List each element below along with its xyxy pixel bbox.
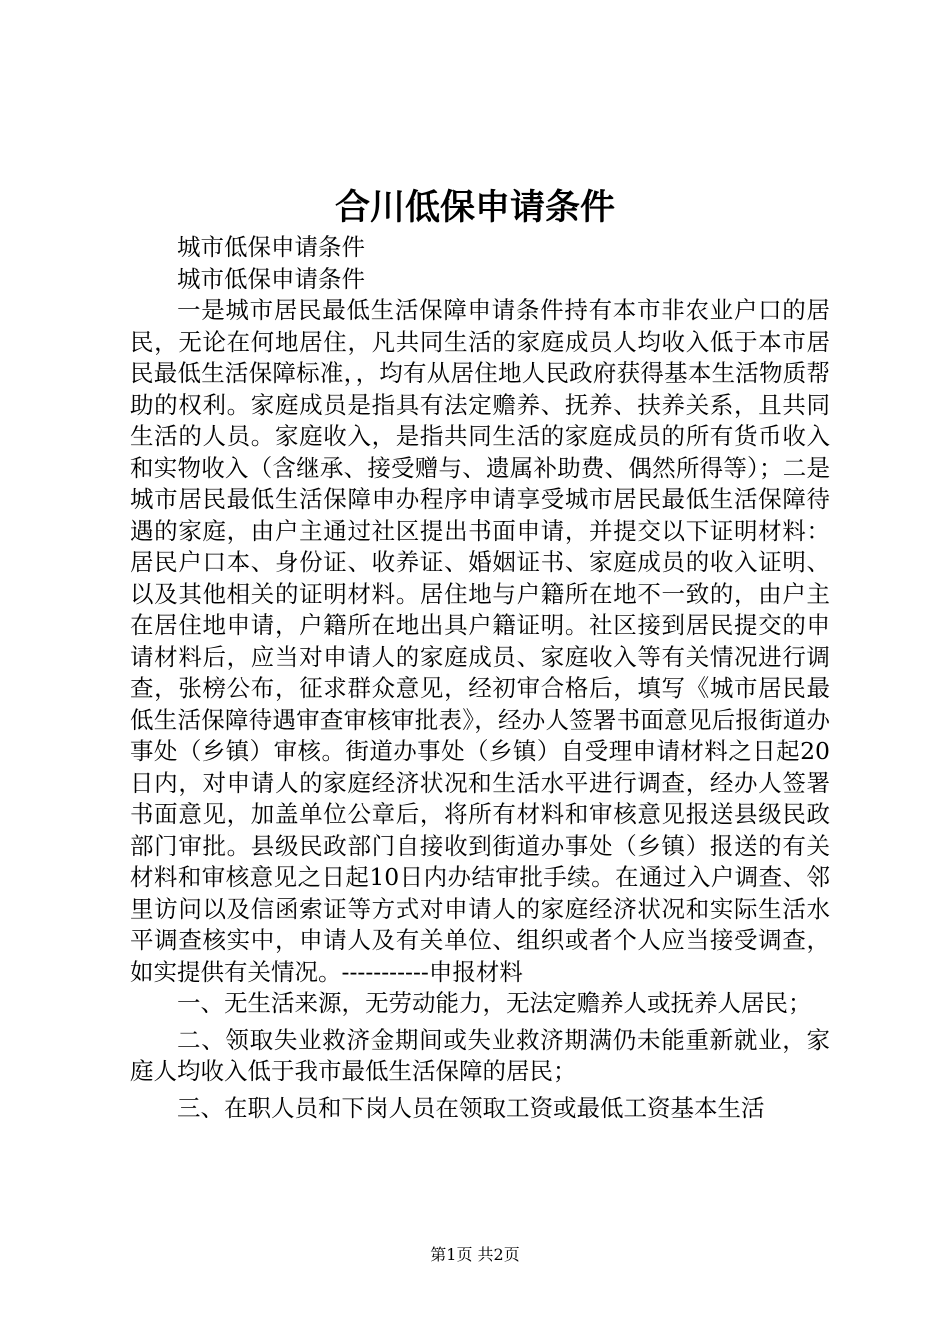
page-footer: 第1页 共2页 bbox=[430, 1245, 520, 1264]
subheading-2: 城市低保申请条件 bbox=[177, 264, 365, 293]
list-item-2: 二、领取失业救济金期间或失业救济期满仍未能重新就业，家庭人均收入低于我市最低生活保障的居民； bbox=[130, 1025, 830, 1085]
body-paragraph: 一是城市居民最低生活保障申请条件持有本市非农业户口的居民，无论在何地居住，凡共同生活的家庭成员人均收入低于本市居民最低生活保障标准，，均有从居住地人民政府获得基本生活物质帮助的权利。家庭成员是指具有法定赡养、抚养、扶养关系，且共同生活的人员。家庭收入，是指共同生活的家庭成员的所有货币收入和实物收入（含继承、接受赠与、遗属补助费、偶然所得等）；二是城市居民最低生活保障申办程序申请享受城市居民最低生活保障待遇的家庭，由户主通过社区提出书面申请，并提交以下证明材料：居民户口本、身份证、收养证、婚姻证书、家庭成员的收入证明、以及其他相关的证明材料。居住地与户籍所在地不一致的，由户主在居住地申请，户籍所在地出具户籍证明。社区接到居民提交的申请材料后，应当对申请人的家庭成员、家庭收入等有关情况进行调查，张榜公布，征求群众意见，经初审合格后，填写《城市居民最低生活保障待遇审查审核审批表》，经办人签署书面意见后报街道办事处（乡镇）审核。街道办事处（乡镇）自受理申请材料之日起20日内，对申请人的家庭经济状况和生活水平进行调查，经办人签署书面意见，加盖单位公章后，将所有材料和审核意见报送县级民政部门审批。县级民政部门自接收到街道办事处（乡镇）报送的有关材料和审核意见之日起10日内办结审批手续。在通过入户调查、邻里访问以及信函索证等方式对申请人的家庭经济状况和实际生活水平调查核实中，申请人及有关单位、组织或者个人应当接受调查，如实提供有关情况。-----------申报材料 bbox=[130, 296, 830, 986]
document-title: 合川低保申请条件 bbox=[334, 187, 615, 228]
list-item-1: 一、无生活来源，无劳动能力，无法定赡养人或抚养人居民； bbox=[177, 989, 812, 1017]
document-body bbox=[130, 232, 830, 1129]
list-item-3: 三、在职人员和下岗人员在领取工资或最低工资基本生活 bbox=[177, 1093, 765, 1122]
subheading-1: 城市低保申请条件 bbox=[177, 233, 365, 261]
